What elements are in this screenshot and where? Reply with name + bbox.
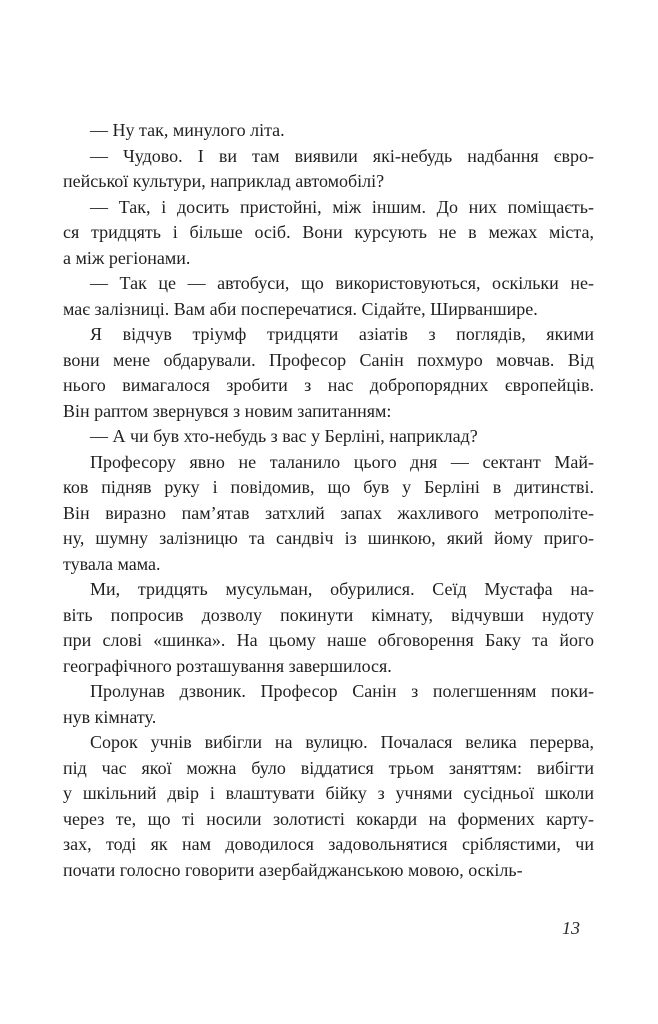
text-line: віть попросив дозволу покинути кімнату, відчувши нудоту bbox=[63, 604, 594, 625]
text-line: Він виразно пам’ятав затхлий запах жахливого метрополіте- bbox=[63, 502, 594, 523]
text-line: вони мене обдарували. Професор Санін похмуро мовчав. Від bbox=[63, 349, 594, 370]
text-line: географічного розташування завершилося. bbox=[63, 655, 392, 676]
text-line: — А чи був хто-небудь з вас у Берліні, наприклад? bbox=[90, 426, 478, 446]
paragraph bbox=[63, 679, 594, 730]
text-line: ся тридцять і більше осіб. Вони курсують не в межах міста, bbox=[63, 222, 594, 242]
paragraph bbox=[63, 730, 594, 883]
text-line: у шкільний двір і влаштувати бійку з учнями сусідньої школи bbox=[63, 783, 594, 803]
text-line: ков підняв руку і повідомив, що був у Берліні в дитинстві. bbox=[63, 477, 594, 497]
text-line: — Так це — автобуси, що використовуються, оскільки не- bbox=[90, 273, 594, 293]
paragraph bbox=[63, 195, 594, 272]
text-line: Ми, тридцять мусульман, обурилися. Сеїд Мустафа на- bbox=[90, 579, 594, 599]
text-line: ну, шумну залізницю та сандвіч із шинкою, який йому приго- bbox=[63, 528, 594, 548]
paragraph bbox=[63, 322, 594, 424]
text-line: під час якої можна було віддатися трьом заняттям: вибігти bbox=[63, 757, 594, 778]
paragraph bbox=[63, 577, 594, 679]
text-line: зах, тоді як нам доводилося задовольнятися сріблястими, чи bbox=[63, 834, 594, 854]
text-line: — Ну так, минулого літа. bbox=[90, 120, 285, 140]
text-line: Сорок учнів вибігли на вулицю. Почалася велика перерва, bbox=[90, 732, 594, 752]
text-line: нув кімнату. bbox=[63, 706, 157, 727]
paragraph bbox=[63, 144, 594, 195]
paragraph bbox=[63, 271, 594, 322]
page-number: 13 bbox=[562, 918, 580, 938]
text-line: Я відчув тріумф тридцяти азіатів з поглядів, якими bbox=[90, 324, 594, 344]
text-line: Пролунав дзвоник. Професор Санін з полегшенням поки- bbox=[90, 681, 594, 701]
text-line: — Так, і досить пристойні, між іншим. До них поміщаєть- bbox=[90, 196, 594, 217]
paragraph bbox=[63, 450, 594, 578]
text-line: пейської культури, наприклад автомобілі? bbox=[63, 171, 385, 191]
text-line: має залізниці. Вам аби посперечатися. Сідайте, Ширваншире. bbox=[63, 298, 538, 319]
paragraph bbox=[63, 118, 594, 144]
paragraph bbox=[63, 424, 594, 450]
text-line: тувала мама. bbox=[63, 553, 161, 574]
text-line: а між регіонами. bbox=[63, 247, 191, 268]
text-block bbox=[63, 118, 594, 883]
text-line: Професору явно не таланило цього дня — сектант Май- bbox=[90, 451, 594, 472]
text-line: нього вимагалося зробити з нас добропорядних європейців. bbox=[63, 375, 594, 395]
text-line: при слові «шинка». На цьому наше обговорення Баку та його bbox=[63, 630, 594, 650]
text-line: — Чудово. І ви там виявили які-небудь надбання євро- bbox=[90, 145, 594, 166]
text-line: Він раптом звернувся з новим запитанням: bbox=[63, 400, 392, 421]
text-line: почати голосно говорити азербайджанською мовою, оскіль- bbox=[63, 859, 523, 880]
text-line: через те, що ті носили золотисті кокарди на формених карту- bbox=[63, 808, 594, 829]
